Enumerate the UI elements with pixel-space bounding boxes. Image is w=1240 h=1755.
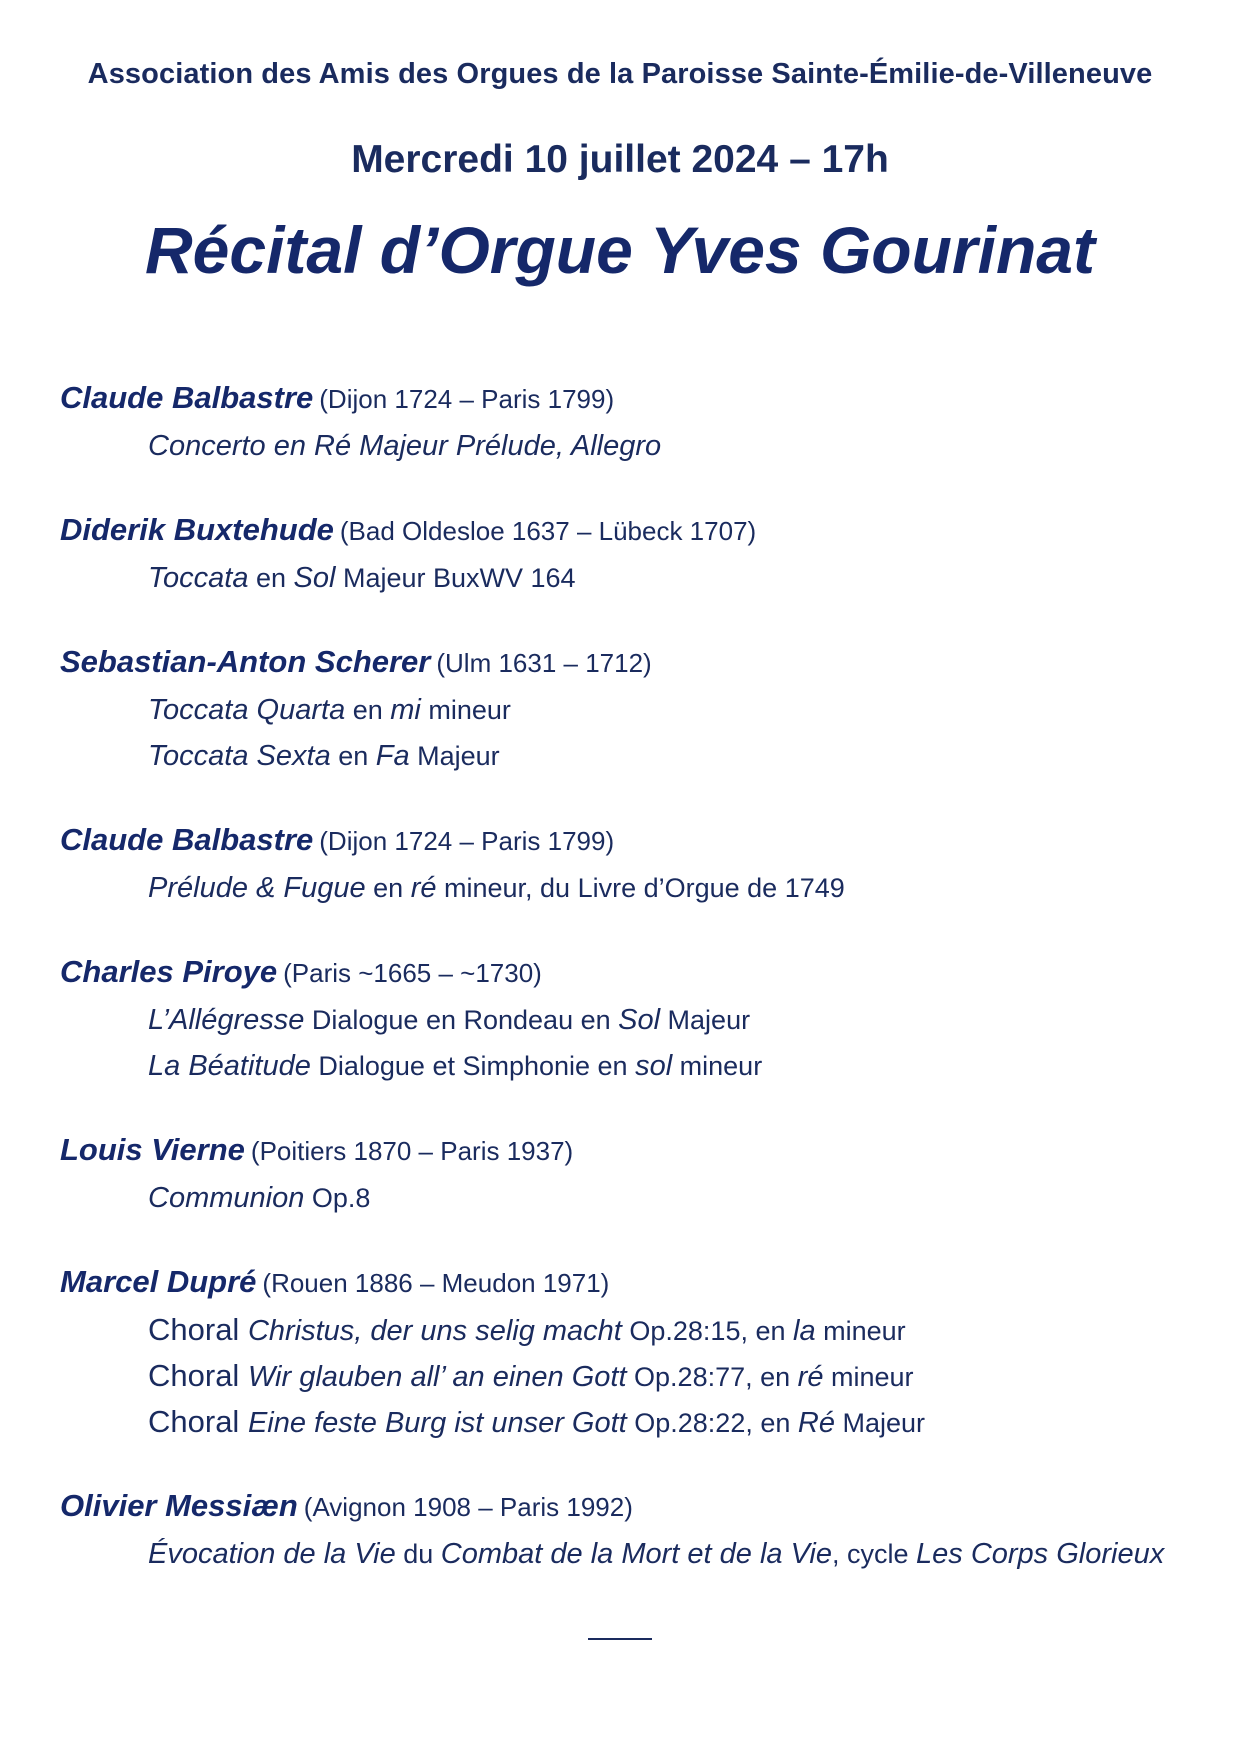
program-entry <box>60 1257 1210 1445</box>
composer-name: Claude Balbastre <box>60 822 314 857</box>
work-text: Toccata Sexta <box>148 740 331 772</box>
work-text: du <box>395 1539 441 1569</box>
program-entry <box>60 505 1210 601</box>
work-line <box>148 997 1210 1043</box>
work-text: Majeur <box>409 741 500 771</box>
work-text: Majeur <box>660 1005 751 1035</box>
composer-dates: (Rouen 1886 – Meudon 1971) <box>262 1268 610 1298</box>
work-text: en <box>330 741 376 771</box>
program-entry <box>60 1481 1210 1577</box>
program-entry <box>60 637 1210 779</box>
work-text: Choral <box>148 1404 248 1439</box>
work-line <box>148 555 1210 601</box>
composer-line <box>60 637 1210 687</box>
composer-dates: (Dijon 1724 – Paris 1799) <box>319 826 615 856</box>
work-text: L’Allégresse <box>148 1004 305 1036</box>
work-line <box>148 1353 1210 1399</box>
composer-dates: (Dijon 1724 – Paris 1799) <box>319 384 615 414</box>
work-text: Christus, der uns selig macht <box>247 1315 622 1347</box>
composer-line <box>60 373 1210 423</box>
composer-name: Claude Balbastre <box>60 380 314 415</box>
work-text: Concerto en Ré Majeur Prélude, Allegro <box>148 430 662 462</box>
work-text: Toccata Quarta <box>148 694 346 726</box>
association-name: Association des Amis des Orgues de la Paroisse Sainte-Émilie-de-Villeneuve <box>87 58 1153 90</box>
composer-name: Diderik Buxtehude <box>60 512 334 547</box>
work-text: Choral <box>148 1358 248 1393</box>
program-entry <box>60 373 1210 469</box>
work-line <box>148 423 1210 469</box>
composer-name: Louis Vierne <box>60 1132 245 1167</box>
work-text: mineur, du Livre d’Orgue de 1749 <box>436 873 845 903</box>
work-text: Choral <box>148 1312 248 1347</box>
work-text: Dialogue en Rondeau en <box>304 1005 619 1035</box>
work-text: la <box>793 1315 816 1347</box>
work-text: sol <box>635 1050 673 1082</box>
work-text: , cycle <box>831 1539 917 1569</box>
work-text: Ré <box>797 1407 835 1439</box>
work-line <box>148 733 1210 779</box>
work-text: mi <box>390 694 421 726</box>
composer-line <box>60 1125 1210 1175</box>
work-text: La Béatitude <box>148 1050 311 1082</box>
work-text: Wir glauben all’ an einen Gott <box>247 1361 627 1393</box>
work-text: Prélude & Fugue <box>148 872 366 904</box>
work-text: Majeur BuxWV 164 <box>335 563 576 593</box>
work-text: Op.28:77, en <box>626 1362 798 1392</box>
work-line <box>148 865 1210 911</box>
composer-dates: (Avignon 1908 – Paris 1992) <box>303 1492 633 1522</box>
concert-date: Mercredi 10 juillet 2024 – 17h <box>351 138 889 181</box>
work-text: Eine feste Burg ist unser Gott <box>247 1407 627 1439</box>
work-text: Majeur <box>834 1408 925 1438</box>
composer-dates: (Poitiers 1870 – Paris 1937) <box>250 1136 574 1166</box>
work-line <box>148 1307 1210 1353</box>
program-list <box>60 373 1210 1613</box>
work-text: mineur <box>815 1316 906 1346</box>
composer-line <box>60 947 1210 997</box>
recital-title: Récital d’Orgue Yves Gourinat <box>145 213 1095 287</box>
work-text: Sol <box>618 1004 661 1036</box>
work-text: Évocation de la Vie <box>148 1538 396 1570</box>
work-text: en <box>248 563 294 593</box>
work-line <box>148 1531 1210 1577</box>
composer-name: Marcel Dupré <box>60 1264 257 1299</box>
end-rule <box>588 1638 652 1640</box>
composer-name: Olivier Messiæn <box>60 1488 298 1523</box>
composer-name: Sebastian-Anton Scherer <box>60 644 431 679</box>
composer-line <box>60 1257 1210 1307</box>
work-text: Dialogue et Simphonie en <box>310 1051 636 1081</box>
work-line <box>148 1175 1210 1221</box>
composer-line <box>60 1481 1210 1531</box>
work-text: en <box>345 695 391 725</box>
work-text: Combat de la Mort et de la Vie <box>440 1538 832 1570</box>
work-text: Communion <box>148 1182 305 1214</box>
composer-line <box>60 505 1210 555</box>
work-text: Op.8 <box>304 1183 371 1213</box>
work-text: Op.28:15, en <box>621 1316 793 1346</box>
work-text: Toccata <box>148 562 249 594</box>
work-line <box>148 687 1210 733</box>
work-text: Les Corps Glorieux <box>916 1538 1165 1570</box>
composer-dates: (Paris ~1665 – ~1730) <box>283 958 542 988</box>
work-text: ré <box>410 872 437 904</box>
work-text: Fa <box>375 740 410 772</box>
program-entry <box>60 947 1210 1089</box>
work-text: Sol <box>293 562 336 594</box>
program-entry <box>60 1125 1210 1221</box>
work-text: en <box>365 873 411 903</box>
program-entry <box>60 815 1210 911</box>
composer-line <box>60 815 1210 865</box>
composer-dates: (Bad Oldesloe 1637 – Lübeck 1707) <box>339 516 757 546</box>
work-line <box>148 1399 1210 1445</box>
work-text: Op.28:22, en <box>626 1408 798 1438</box>
composer-dates: (Ulm 1631 – 1712) <box>436 648 652 678</box>
work-text: mineur <box>823 1362 914 1392</box>
composer-name: Charles Piroye <box>60 954 278 989</box>
work-text: mineur <box>420 695 511 725</box>
work-text: mineur <box>672 1051 763 1081</box>
work-line <box>148 1043 1210 1089</box>
work-text: ré <box>797 1361 824 1393</box>
